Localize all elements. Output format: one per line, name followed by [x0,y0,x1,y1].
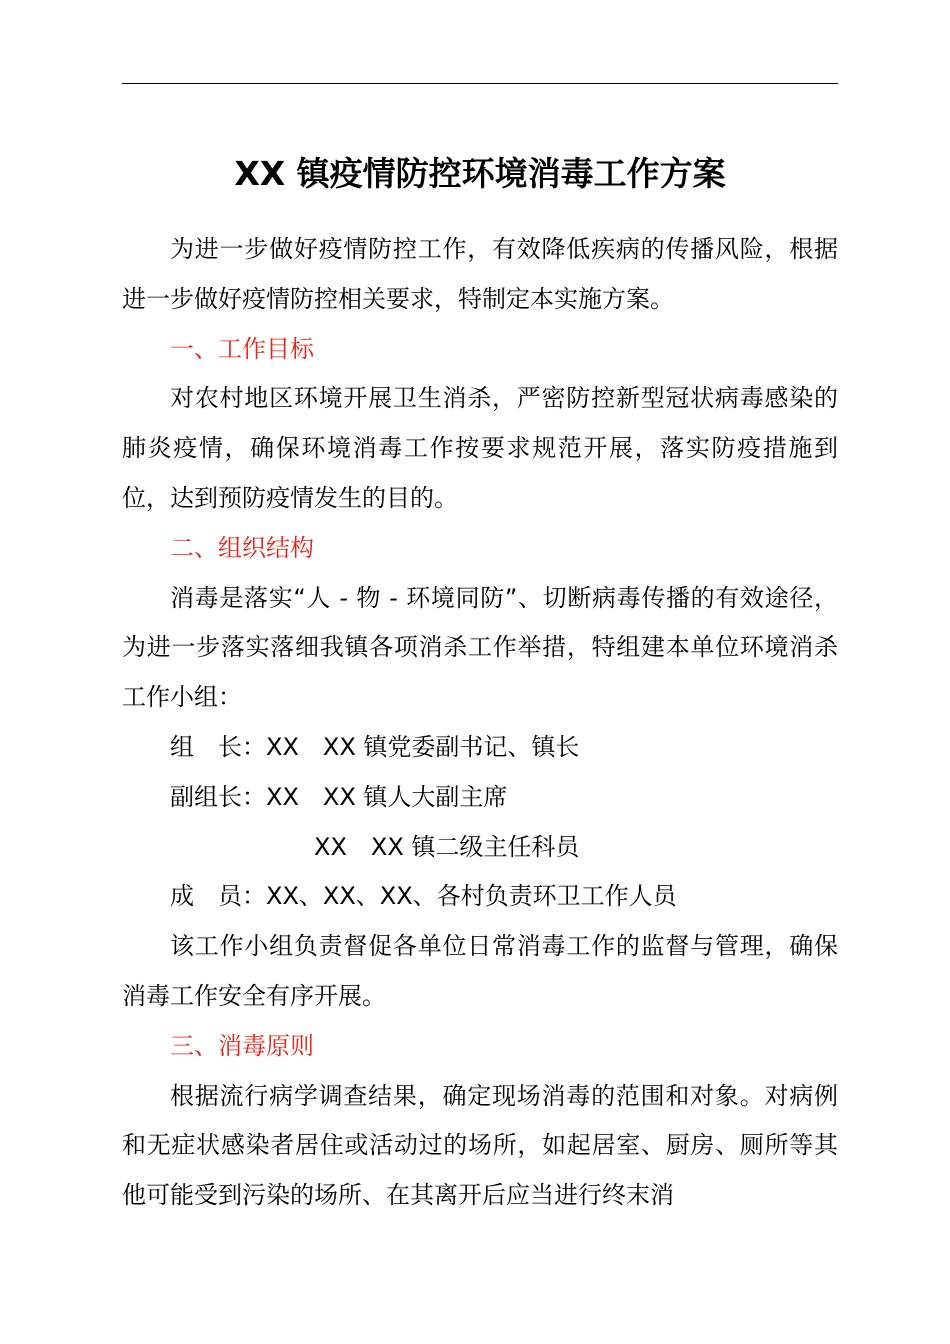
document-body [122,225,838,1221]
document-title: XX 镇疫情防控环境消毒工作方案 [234,154,726,193]
section-heading-principles: 三、消毒原则 [170,1031,314,1060]
organization-paragraph: 消毒是落实“人 - 物 - 环境同防”、切断病毒传播的有效途径，为进一步落实落细我镇各项消杀工作举措，特组建本单位环境消杀工作小组： [122,583,838,712]
organization-closing: 该工作小组负责督促各单位日常消毒工作的监督与管理，确保消毒工作安全有序开展。 [122,932,838,1010]
member-leader: 组 长：XX XX 镇党委副书记、镇长 [170,732,580,761]
goals-paragraph: 对农村地区环境开展卫生消杀，严密防控新型冠状病毒感染的肺炎疫情，确保环境消毒工作按要求规范开展，落实防疫措施到位，达到预防疫情发生的目的。 [122,384,838,512]
member-staff: 成 员：XX、XX、XX、各村负责环卫工作人员 [170,882,677,911]
section-heading-goals: 一、工作目标 [170,334,314,363]
member-deputy-1: 副组长：XX XX 镇人大副主席 [170,782,508,811]
section-heading-organization: 二、组织结构 [170,533,314,562]
intro-paragraph: 为进一步做好疫情防控工作，有效降低疾病的传播风险，根据进一步做好疫情防控相关要求，特制定本实施方案。 [122,235,838,313]
principles-paragraph: 根据流行病学调查结果，确定现场消毒的范围和对象。对病例和无症状感染者居住或活动过的场所，如起居室、厨房、厕所等其他可能受到污染的场所、在其离开后应当进行终末消 [122,1081,838,1210]
member-deputy-2: XX XX 镇二级主任科员 [314,832,580,861]
header-rule [122,83,838,84]
